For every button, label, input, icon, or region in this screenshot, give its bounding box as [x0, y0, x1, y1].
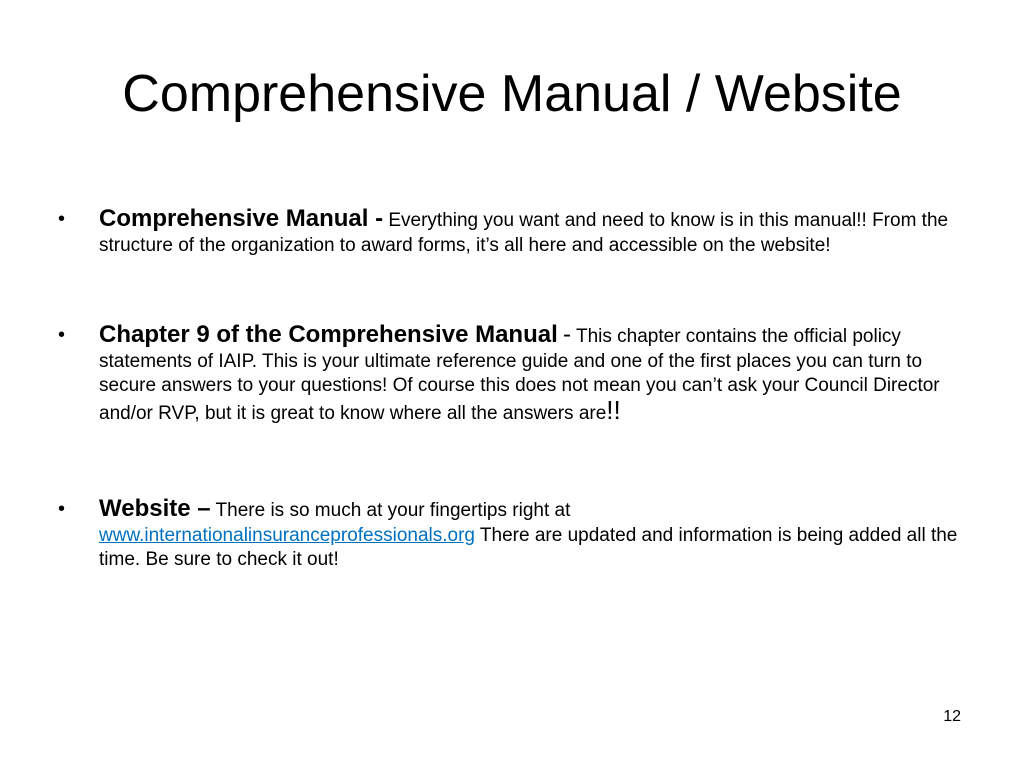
slide-number: 12 [943, 708, 961, 725]
slide-title: Comprehensive Manual / Website [122, 65, 902, 123]
bullet-text: This chapter contains the official policy statements of IAIP. This is your ultimate reference guide and one of the first places you can turn to secure answers to your questions! Of course this does not mean you can’t ask your Council Director and/or RVP, but it is great to know where all the answers are [99, 326, 940, 424]
bullet-dot-icon: • [58, 208, 66, 230]
bullet-trailing-exclamation: !! [606, 395, 621, 425]
bullet-lead: Chapter 9 of the Comprehensive Manual [99, 321, 558, 348]
bullet-dot-icon: • [58, 498, 66, 520]
bullet-text: Everything you want and need to know is in this manual!! From the structure of the organization to award forms, it’s all here and accessible on the website! [99, 210, 949, 256]
website-link[interactable]: www.internationalinsuranceprofessionals.org [99, 525, 475, 546]
bullet-separator: - [563, 321, 572, 348]
bullet-lead: Website – [99, 495, 211, 522]
bullet-comprehensive-manual [58, 204, 968, 258]
bullet-chapter-9 [58, 320, 968, 426]
bullet-text-before-link: There is so much at your fingertips right at [215, 500, 571, 521]
bullet-lead: Comprehensive Manual - [99, 205, 384, 232]
bullet-list [58, 204, 968, 572]
bullet-text-after-link: There are updated and information is being added all the time. Be sure to check it out! [99, 525, 958, 570]
bullet-website [58, 494, 968, 572]
bullet-dot-icon: • [58, 324, 66, 346]
